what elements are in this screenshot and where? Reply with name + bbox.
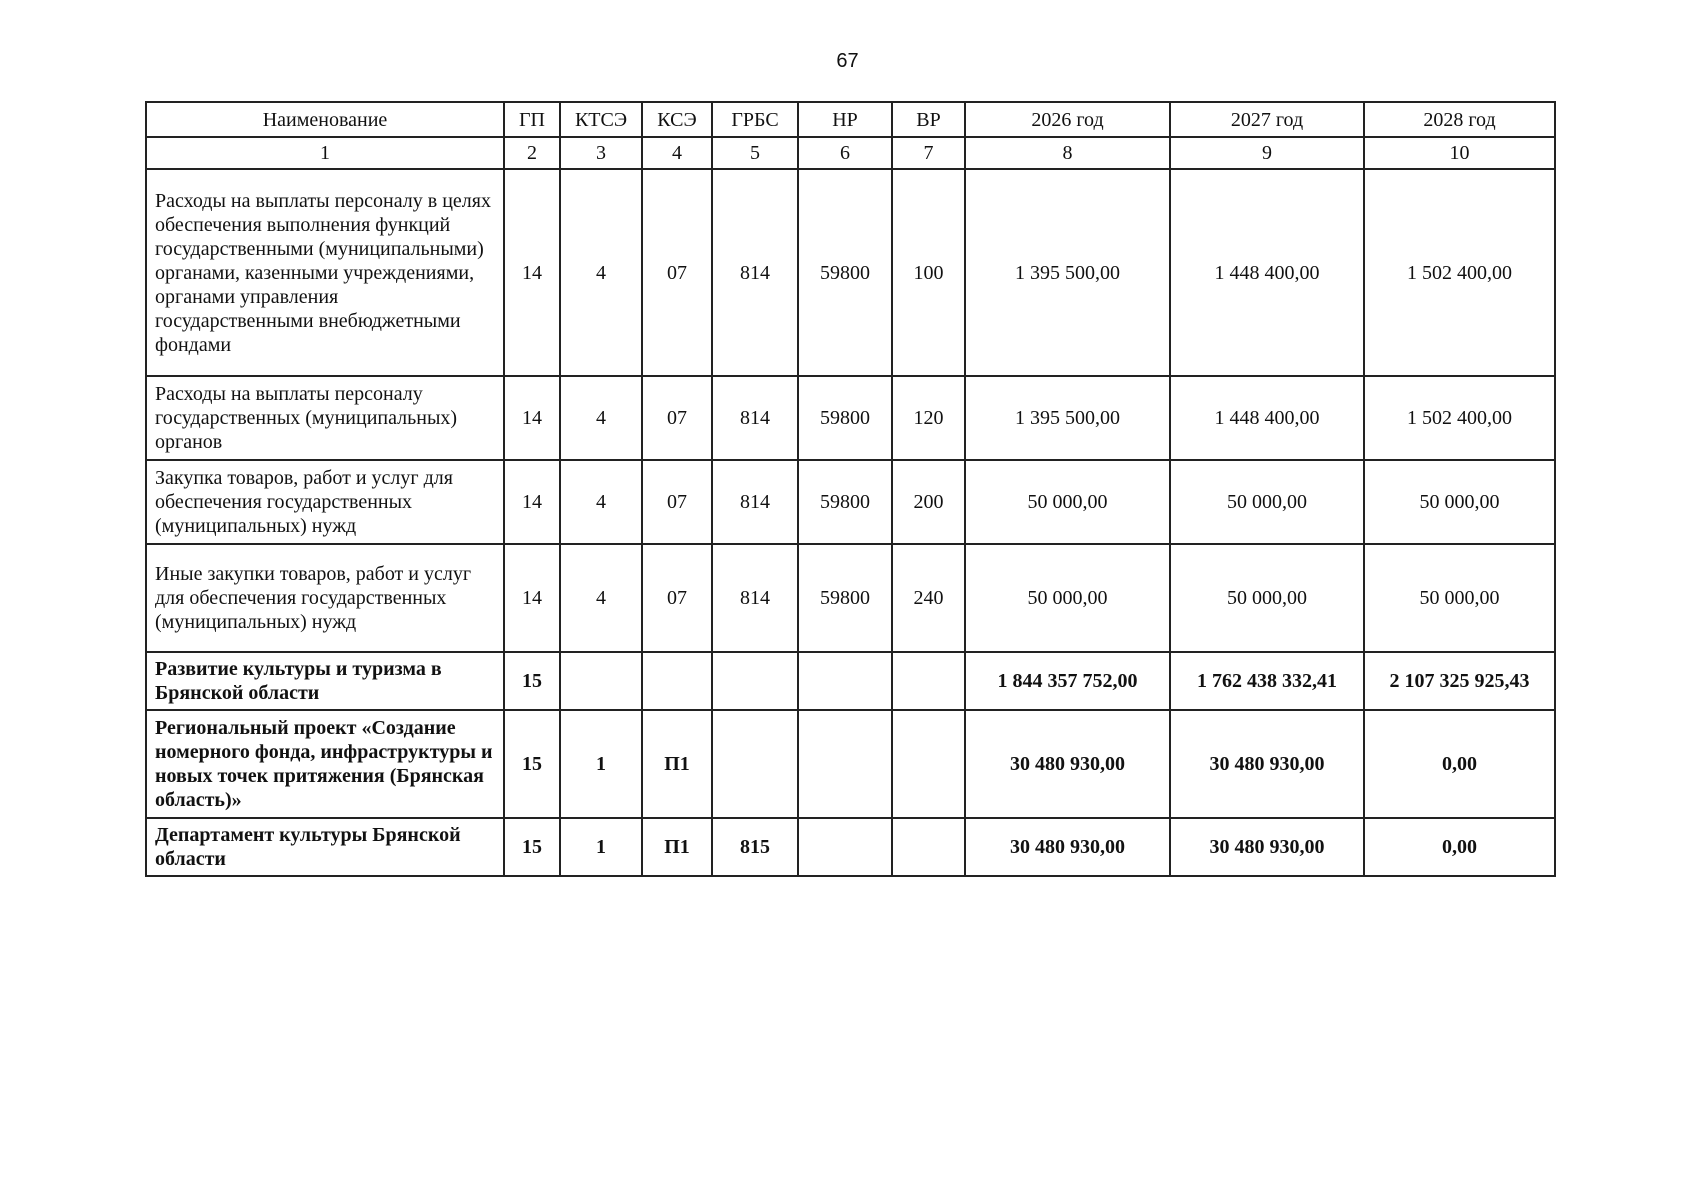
header-2026: 2026 год xyxy=(965,102,1170,137)
row-kse: П1 xyxy=(642,710,712,818)
row-amount-2028: 50 000,00 xyxy=(1364,460,1555,544)
row-kse: 07 xyxy=(642,376,712,460)
row-grbs: 814 xyxy=(712,544,798,652)
row-vr: 240 xyxy=(892,544,965,652)
page-number: 67 xyxy=(836,50,859,72)
column-number: 4 xyxy=(642,137,712,169)
row-amount-2026: 1 395 500,00 xyxy=(965,169,1170,376)
header-2028: 2028 год xyxy=(1364,102,1555,137)
row-amount-2027: 50 000,00 xyxy=(1170,460,1364,544)
row-amount-2028: 0,00 xyxy=(1364,710,1555,818)
table-row xyxy=(146,818,1555,876)
column-number: 7 xyxy=(892,137,965,169)
column-number: 3 xyxy=(560,137,642,169)
column-number: 10 xyxy=(1364,137,1555,169)
column-number: 5 xyxy=(712,137,798,169)
header-nr: НР xyxy=(798,102,892,137)
row-amount-2028: 1 502 400,00 xyxy=(1364,376,1555,460)
row-amount-2027: 1 448 400,00 xyxy=(1170,169,1364,376)
table-row xyxy=(146,376,1555,460)
column-number: 1 xyxy=(146,137,504,169)
row-gp: 14 xyxy=(504,544,560,652)
row-nr: 59800 xyxy=(798,460,892,544)
row-name: Региональный проект «Создание номерного фонда, инфраструктуры и новых точек притяжения (Брянская область)» xyxy=(146,710,504,818)
header-gp: ГП xyxy=(504,102,560,137)
header-vr: ВР xyxy=(892,102,965,137)
row-amount-2028: 50 000,00 xyxy=(1364,544,1555,652)
row-grbs: 815 xyxy=(712,818,798,876)
row-vr: 100 xyxy=(892,169,965,376)
row-kse: 07 xyxy=(642,544,712,652)
row-amount-2028: 0,00 xyxy=(1364,818,1555,876)
budget-table xyxy=(145,101,1556,877)
row-ktse: 4 xyxy=(560,169,642,376)
row-vr: 200 xyxy=(892,460,965,544)
row-name: Расходы на выплаты персоналу в целях обеспечения выполнения функций государственными (муниципальными) органами, казенными учреждениями, органами управления государственными внебюджетными фондами xyxy=(146,169,504,376)
row-gp: 14 xyxy=(504,169,560,376)
row-nr xyxy=(798,710,892,818)
table-row xyxy=(146,710,1555,818)
column-number: 6 xyxy=(798,137,892,169)
row-nr xyxy=(798,818,892,876)
column-number-row xyxy=(146,137,1555,169)
row-gp: 15 xyxy=(504,710,560,818)
header-2027: 2027 год xyxy=(1170,102,1364,137)
row-amount-2026: 50 000,00 xyxy=(965,460,1170,544)
row-name: Департамент культуры Брянской области xyxy=(146,818,504,876)
row-ktse xyxy=(560,652,642,710)
column-number: 9 xyxy=(1170,137,1364,169)
row-grbs: 814 xyxy=(712,376,798,460)
column-number: 8 xyxy=(965,137,1170,169)
row-ktse: 4 xyxy=(560,544,642,652)
table-row xyxy=(146,460,1555,544)
row-name: Закупка товаров, работ и услуг для обеспечения государственных (муниципальных) нужд xyxy=(146,460,504,544)
row-nr: 59800 xyxy=(798,376,892,460)
row-name: Расходы на выплаты персоналу государственных (муниципальных) органов xyxy=(146,376,504,460)
row-ktse: 1 xyxy=(560,818,642,876)
row-nr: 59800 xyxy=(798,544,892,652)
row-name: Иные закупки товаров, работ и услуг для обеспечения государственных (муниципальных) нужд xyxy=(146,544,504,652)
row-vr xyxy=(892,818,965,876)
table-row xyxy=(146,652,1555,710)
row-grbs xyxy=(712,652,798,710)
row-kse: 07 xyxy=(642,460,712,544)
row-ktse: 4 xyxy=(560,460,642,544)
table-row xyxy=(146,169,1555,376)
row-amount-2026: 50 000,00 xyxy=(965,544,1170,652)
row-nr: 59800 xyxy=(798,169,892,376)
row-gp: 15 xyxy=(504,818,560,876)
header-name: Наименование xyxy=(146,102,504,137)
header-ktse: КТСЭ xyxy=(560,102,642,137)
row-nr xyxy=(798,652,892,710)
header-row xyxy=(146,102,1555,137)
row-grbs: 814 xyxy=(712,169,798,376)
row-amount-2028: 1 502 400,00 xyxy=(1364,169,1555,376)
header-kse: КСЭ xyxy=(642,102,712,137)
row-grbs: 814 xyxy=(712,460,798,544)
row-gp: 14 xyxy=(504,376,560,460)
row-amount-2026: 30 480 930,00 xyxy=(965,710,1170,818)
row-amount-2026: 1 844 357 752,00 xyxy=(965,652,1170,710)
row-gp: 15 xyxy=(504,652,560,710)
row-ktse: 4 xyxy=(560,376,642,460)
row-ktse: 1 xyxy=(560,710,642,818)
row-vr xyxy=(892,710,965,818)
row-kse: П1 xyxy=(642,818,712,876)
header-grbs: ГРБС xyxy=(712,102,798,137)
row-amount-2026: 30 480 930,00 xyxy=(965,818,1170,876)
row-amount-2027: 1 762 438 332,41 xyxy=(1170,652,1364,710)
row-vr xyxy=(892,652,965,710)
row-amount-2028: 2 107 325 925,43 xyxy=(1364,652,1555,710)
row-kse: 07 xyxy=(642,169,712,376)
row-name: Развитие культуры и туризма в Брянской области xyxy=(146,652,504,710)
row-amount-2027: 30 480 930,00 xyxy=(1170,818,1364,876)
row-amount-2027: 30 480 930,00 xyxy=(1170,710,1364,818)
row-gp: 14 xyxy=(504,460,560,544)
row-kse xyxy=(642,652,712,710)
row-amount-2027: 1 448 400,00 xyxy=(1170,376,1364,460)
row-grbs xyxy=(712,710,798,818)
row-amount-2026: 1 395 500,00 xyxy=(965,376,1170,460)
table-row xyxy=(146,544,1555,652)
row-amount-2027: 50 000,00 xyxy=(1170,544,1364,652)
row-vr: 120 xyxy=(892,376,965,460)
column-number: 2 xyxy=(504,137,560,169)
